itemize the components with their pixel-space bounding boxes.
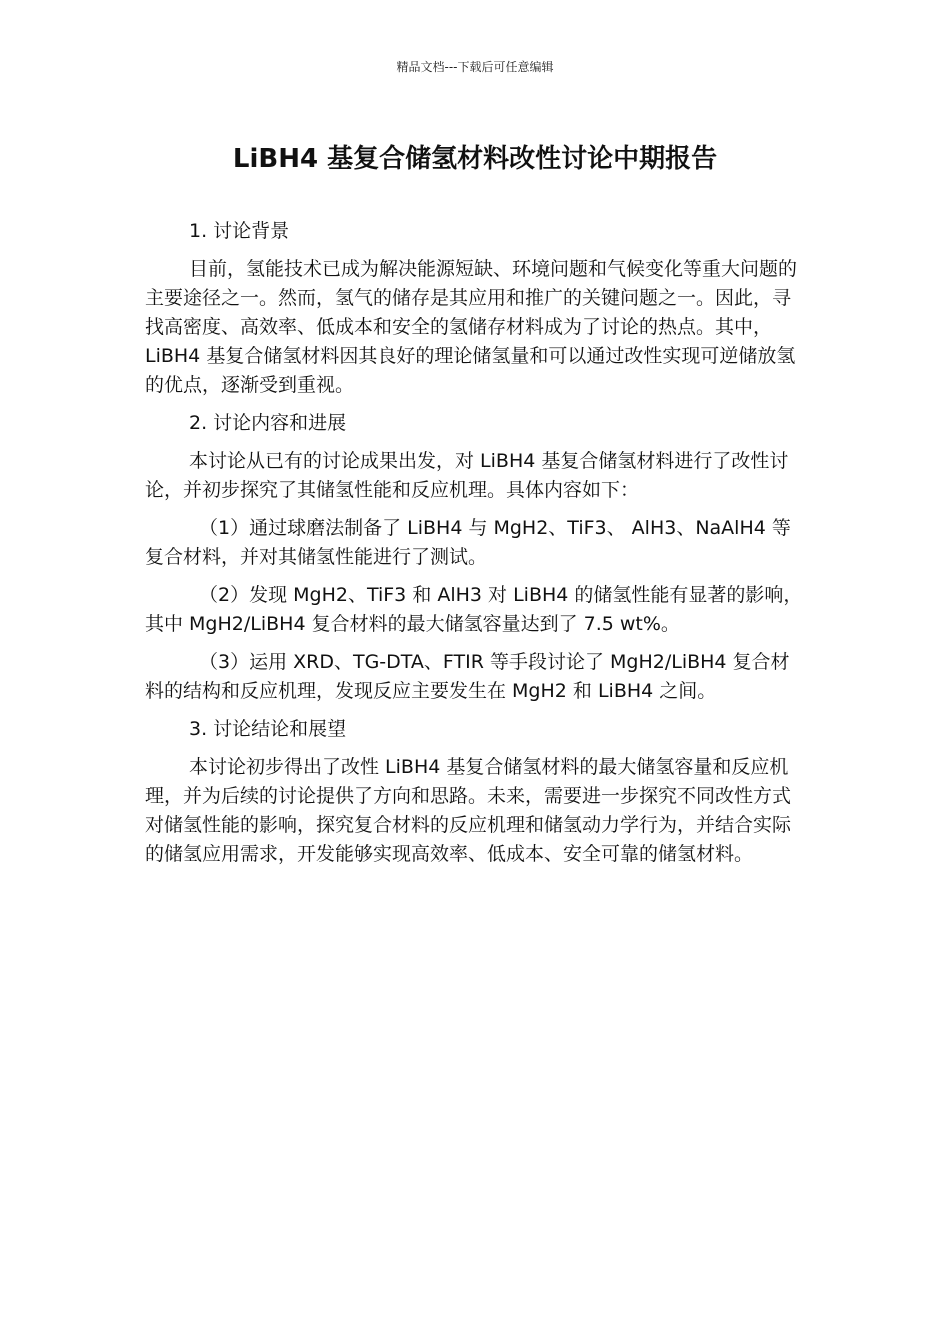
paragraph: 目前，氢能技术已成为解决能源短缺、环境问题和气候变化等重大问题的主要途径之一。然而，氢气的储存是其应用和推广的关键问题之一。因此，寻找高密度、高效率、低成本和安全的氢储存材料成为了讨论的热点。其中，LiBH4 基复合储氢材料因其良好的理论储氢量和可以通过改性实现可逆储放氢的优点，逐渐受到重视。 — [145, 258, 798, 396]
section-heading: 3. 讨论结论和展望 — [189, 718, 347, 740]
document-body — [145, 217, 807, 878]
paragraph: 本讨论从已有的讨论成果出发，对 LiBH4 基复合储氢材料进行了改性讨论，并初步探究了其储氢性能和反应机理。具体内容如下： — [145, 450, 789, 501]
section-heading: 1. 讨论背景 — [189, 220, 290, 242]
section-content-progress — [145, 409, 807, 706]
section-background — [145, 217, 807, 400]
list-item: （1）通过球磨法制备了 LiBH4 与 MgH2、TiF3、 AlH3、NaAlH4 等复合材料，并对其储氢性能进行了测试。 — [145, 517, 791, 568]
header-note: 精品文档---下载后可任意编辑 — [396, 60, 554, 74]
section-conclusion-outlook — [145, 715, 807, 869]
section-heading: 2. 讨论内容和进展 — [189, 412, 347, 434]
list-item: （3）运用 XRD、TG-DTA、FTIR 等手段讨论了 MgH2/LiBH4 复合材料的结构和反应机理，发现反应主要发生在 MgH2 和 LiBH4 之间。 — [145, 651, 790, 702]
document-title: LiBH4 基复合储氢材料改性讨论中期报告 — [232, 144, 718, 174]
paragraph: 本讨论初步得出了改性 LiBH4 基复合储氢材料的最大储氢容量和反应机理，并为后续的讨论提供了方向和思路。未来，需要进一步探究不同改性方式对储氢性能的影响，探究复合材料的反应机理和储氢动力学行为，并结合实际的储氢应用需求，开发能够实现高效率、低成本、安全可靠的储氢材料。 — [145, 756, 792, 865]
list-item: （2）发现 MgH2、TiF3 和 AlH3 对 LiBH4 的储氢性能有显著的影响，其中 MgH2/LiBH4 复合材料的最大储氢容量达到了 7.5 wt%。 — [145, 584, 803, 635]
